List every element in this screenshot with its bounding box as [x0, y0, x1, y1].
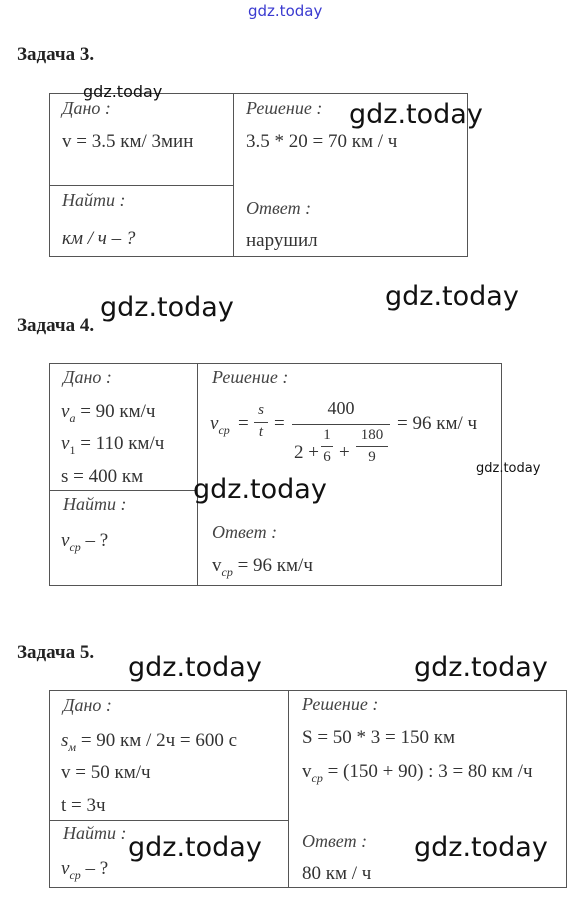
task4-given-label: Дано :	[63, 367, 112, 387]
task5-given-t: t = 3ч	[61, 795, 106, 816]
task3-divider-h	[49, 185, 234, 186]
task4-divider-h	[49, 490, 198, 491]
task4-formula-result: = 96 км/ ч	[397, 413, 478, 434]
task4-formula-bar1	[254, 422, 268, 423]
task3-divider-v	[233, 93, 234, 256]
site-header[interactable]: gdz.today	[248, 2, 323, 20]
task4-formula-den-plus: +	[339, 442, 350, 463]
task4-given-va: $v_а = 90$ км/ч	[61, 401, 156, 425]
task4-title: Задача 4.	[17, 315, 95, 336]
task5-solution-line2: $v_{ср} = (150 + 90)$ : 3 = 80 км /ч	[302, 761, 533, 785]
task4-formula-f1-den: 6	[323, 449, 331, 465]
task5-divider-v	[288, 690, 289, 887]
task4-formula-eq2: =	[274, 413, 285, 434]
task4-formula-bar-f1	[321, 446, 333, 447]
task3-find-value: км / ч – ?	[62, 228, 136, 249]
task4-formula-eq1: =	[238, 413, 249, 434]
task3-given-label: Дано :	[62, 98, 111, 118]
task5-divider-h	[49, 820, 289, 821]
task4-given-v1: $v_1 = 110$ км/ч	[61, 433, 165, 457]
task4-formula-t: t	[258, 424, 264, 440]
task5-find-label: Найти :	[63, 823, 127, 843]
task3-solution-value: 3.5 * 20 = 70 км / ч	[246, 131, 398, 152]
watermark: gdz.today	[385, 281, 519, 312]
task5-answer-value: 80 км / ч	[302, 863, 372, 884]
task4-formula-f2-den: 9	[368, 449, 376, 465]
task3-find-label: Найти :	[62, 190, 126, 210]
watermark: gdz.today	[100, 292, 234, 323]
task5-solution-label: Решение :	[302, 694, 379, 714]
task3-solution-label: Решение :	[246, 98, 323, 118]
watermark: gdz.today	[128, 652, 262, 683]
watermark: gdz.today	[83, 82, 163, 101]
watermark: gdz.today	[414, 832, 548, 863]
task4-formula-vcp: $v_{ср}$	[210, 413, 230, 437]
task5-given-label: Дано :	[63, 695, 112, 715]
task4-answer-value: $v_{ср} = 96$ км/ч	[212, 555, 313, 579]
task5-find-value: $v_{ср}$ – ?	[61, 858, 109, 882]
task4-formula-f2-num: 180	[360, 427, 384, 443]
task3-title: Задача 3.	[17, 44, 95, 65]
task4-formula-bar-main	[292, 424, 390, 425]
task4-given-s: s = 400 км	[61, 466, 144, 487]
watermark: gdz.today	[349, 99, 483, 130]
task4-formula-s: s	[258, 402, 264, 418]
task3-answer-label: Ответ :	[246, 198, 312, 218]
task3-given-value: v = 3.5 км/ 3мин	[62, 131, 194, 152]
watermark: gdz.today	[128, 832, 262, 863]
task4-solution-label: Решение :	[212, 367, 289, 387]
watermark: gdz.today	[476, 461, 541, 476]
task5-given-v: v = 50 км/ч	[61, 762, 151, 783]
task4-answer-label: Ответ :	[212, 522, 278, 542]
watermark: gdz.today	[414, 652, 548, 683]
task4-formula-f1-num: 1	[323, 427, 331, 443]
task4-formula-bar-f2	[356, 446, 388, 447]
task4-formula-den-a: 2 +	[294, 442, 319, 463]
task4-find-value: $v_{ср}$ – ?	[61, 530, 109, 554]
task3-answer-value: нарушил	[246, 230, 318, 251]
watermark: gdz.today	[193, 474, 327, 505]
task5-answer-label: Ответ :	[302, 831, 368, 851]
task5-title: Задача 5.	[17, 642, 95, 663]
task5-given-s: $s_м = 90$ км / 2ч = 600 с	[61, 730, 238, 754]
task4-find-label: Найти :	[63, 494, 127, 514]
task4-formula-num: 400	[327, 398, 355, 418]
task5-solution-line1: S = 50 * 3 = 150 км	[302, 727, 456, 748]
